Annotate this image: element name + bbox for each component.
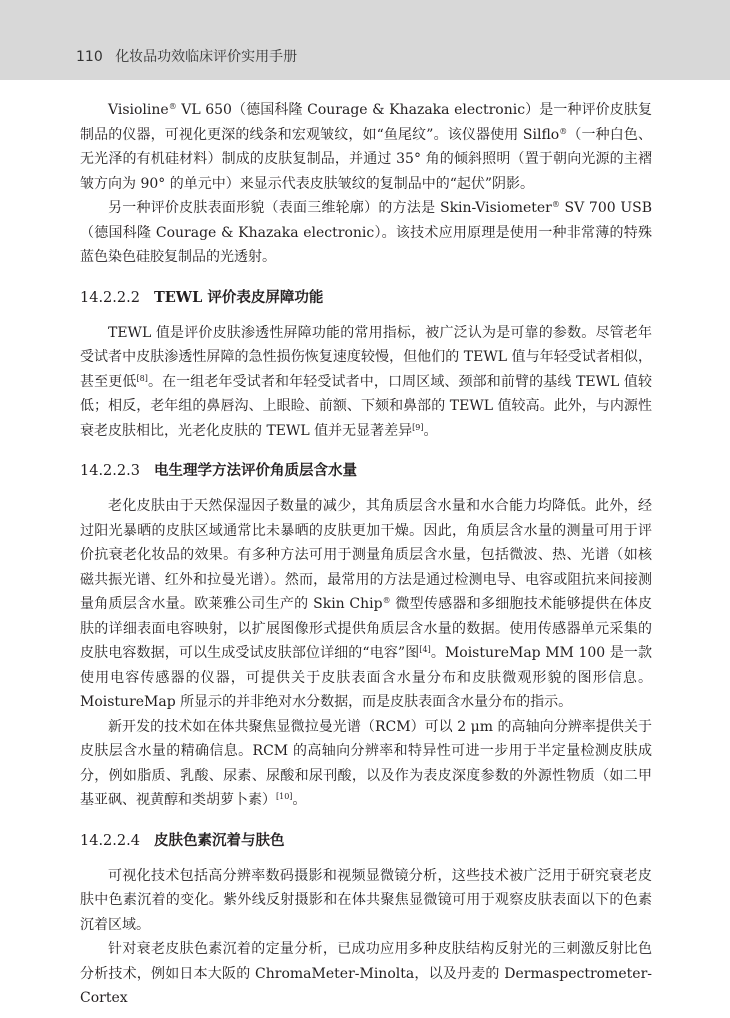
page-header-band <box>0 0 730 80</box>
section-heading-tewl <box>80 287 652 309</box>
citation: [9] <box>412 422 424 432</box>
book-title: 化妆品功效临床评价实用手册 <box>115 49 298 65</box>
citation: [4] <box>419 645 431 654</box>
running-header <box>76 46 297 66</box>
section-heading-hydration <box>80 460 652 482</box>
section-title: TEWL 评价表皮屏障功能 <box>153 288 324 306</box>
section-title: 皮肤色素沉着与肤色 <box>153 831 285 849</box>
page-number: 110 <box>76 49 103 65</box>
paragraph-visioline: Visioline® VL 650（德国科隆 Courage & Khazaka electronic）是一种评价皮肤复制品的仪器，可视化更深的线条和宏观皱纹，如“鱼尾纹”。该仪器使用 Silflo®（一种白色、无光泽的有机硅材料）制成的皮肤复制品，并通过 35° 角的倾斜照明（置于朝向光源的主褶皱方向为 90° 的单元中）来显示代表皮肤皱纹的复制品中的“起伏”阴影。 <box>80 102 653 192</box>
paragraph-hydration-2: 新开发的技术如在体共聚焦显微拉曼光谱（RCM）可以 2 μm 的高轴向分辨率提供关于皮肤层含水量的精确信息。RCM 的高轴向分辨率和特异性可进一步用于半定量检测皮肤成分，例如脂质、乳酸、尿素、尿酸和尿刊酸，以及作为表皮深度参数的外源性物质（如二甲基亚砜、视黄醇和类胡萝卜素）[10]。 <box>80 718 652 808</box>
section-heading-pigmentation <box>80 830 652 852</box>
citation: [10] <box>276 792 293 801</box>
paragraph-hydration-1: 老化皮肤由于天然保湿因子数量的减少，其角质层含水量和水合能力均降低。此外，经过阳光暴晒的皮肤区域通常比未暴晒的皮肤更加干燥。因此，角质层含水量的测量可用于评价抗衰老化妆品的效果。有多种方法可用于测量角质层含水量，包括微波、热、光谱（如核磁共振光谱、红外和拉曼光谱）。然而，最常用的方法是通过检测电导、电容或阻抗来间接测量角质层含水量。欧莱雅公司生产的 Skin Chip® 微型传感器和多细胞技术能够提供在体皮肤的详细表面电容映射，以扩展图像形式提供角质层含水量的数据。使用传感器单元采集的皮肤电容数据，可以生成受试皮肤部位详细的“电容”图[4]。MoistureMap MM 100 是一款使用电容传感器的仪器，可提供关于皮肤表面含水量分布和皮肤微观形貌的图形信息。MoistureMap 所显示的并非绝对水分数据，而是皮肤表面含水量分布的指示。 <box>80 498 652 710</box>
citation: [8] <box>136 373 148 383</box>
paragraph-skin-visiometer: 另一种评价皮肤表面形貌（表面三维轮廓）的方法是 Skin-Visiometer® SV 700 USB（德国科隆 Courage & Khazaka electronic）。该技术应用原理是使用一种非常薄的特殊蓝色染色硅胶复制品的光透射。 <box>80 200 653 265</box>
page-body <box>80 98 652 1011</box>
section-title: 电生理学方法评价角质层含水量 <box>153 462 357 479</box>
section-number: 14.2.2.4 <box>80 832 140 849</box>
paragraph-pigmentation-1: 可视化技术包括高分辨率数码摄影和视频显微镜分析，这些技术被广泛用于研究衰老皮肤中色素沉着的变化。紫外线反射摄影和在体共聚焦显微镜可用于观察皮肤表面以下的色素沉着区域。 <box>80 867 652 933</box>
paragraph-tewl: TEWL 值是评价皮肤渗透性屏障功能的常用指标，被广泛认为是可靠的参数。尽管老年受试者中皮肤渗透性屏障的急性损伤恢复速度较慢，但他们的 TEWL 值与年轻受试者相似，甚至更低[8]。在一组老年受试者和年轻受试者中，口周区域、颈部和前臂的基线 TEWL 值较低；相反，老年组的鼻唇沟、上眼睑、前额、下颏和鼻部的 TEWL 值较高。此外，与内源性衰老皮肤相比，光老化皮肤的 TEWL 值并无显著差异[9]。 <box>80 324 652 439</box>
section-number: 14.2.2.2 <box>80 289 140 306</box>
paragraph-pigmentation-2: 针对衰老皮肤色素沉着的定量分析，已成功应用多种皮肤结构反射光的三刺激反射比色分析技术，例如日本大阪的 ChromaMeter-Minolta，以及丹麦的 Dermaspectrometer-Cortex <box>80 941 652 1006</box>
section-number: 14.2.2.3 <box>80 463 140 479</box>
